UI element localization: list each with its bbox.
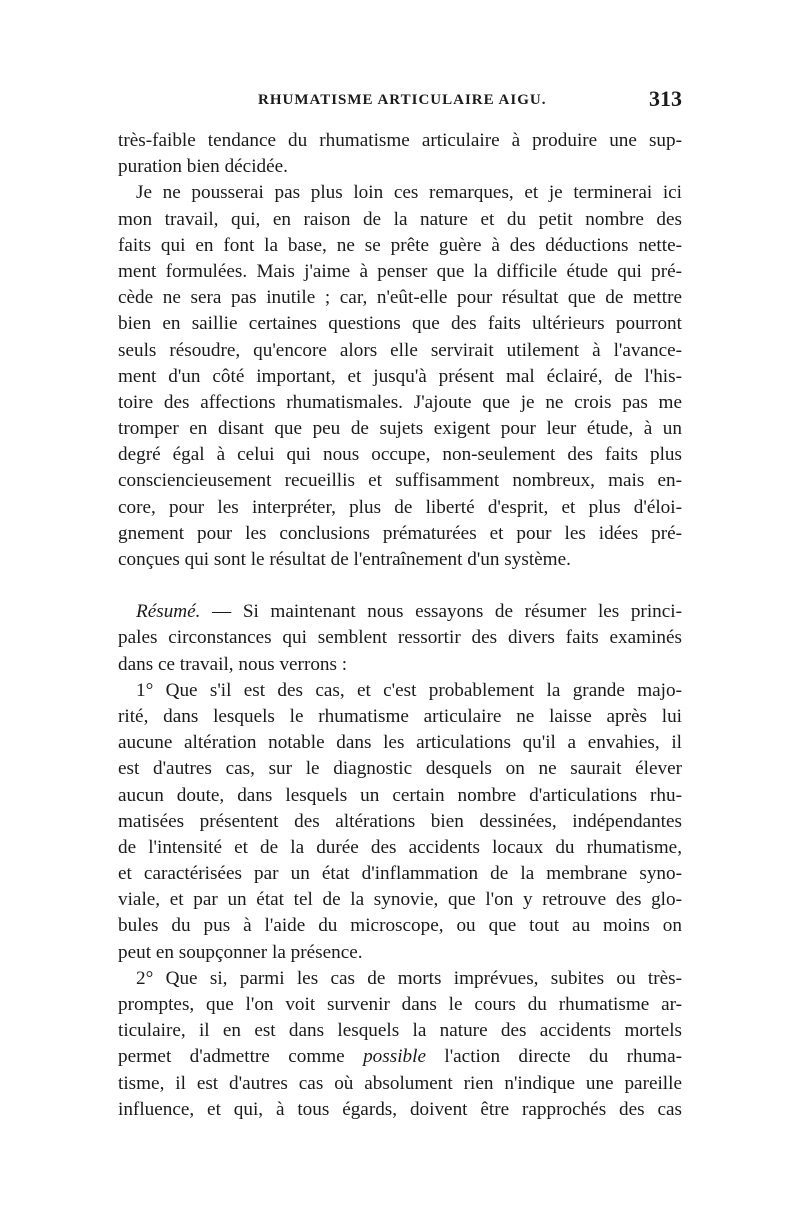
text-line: Je ne pousserai pas plus loin ces remarques, et je terminerai ici bbox=[136, 182, 682, 204]
text-line: très-faible tendance du rhumatisme articulaire à produire une sup- bbox=[118, 130, 682, 151]
text-line: aucune altération notable dans les articulations qu'il a envahies, il bbox=[118, 732, 682, 754]
text-line: mon travail, qui, en raison de la nature et du petit nombre des bbox=[118, 208, 682, 230]
text-line: toire des affections rhumatismales. J'ajoute que je ne crois pas me bbox=[118, 391, 682, 413]
paragraph-gap bbox=[118, 573, 682, 599]
text-line: conçues qui sont le résultat de l'entraînement d'un système. bbox=[118, 549, 571, 570]
resume-line bbox=[118, 599, 682, 625]
text-line: degré égal à celui qui nous occupe, non-seulement des faits plus bbox=[118, 444, 682, 466]
text-line: tisme, il est d'autres cas où absolument rien n'indique une pareille bbox=[118, 1072, 682, 1094]
page-header bbox=[118, 86, 682, 122]
text-segment: permet d'admettre comme bbox=[118, 1046, 364, 1068]
text-line: faits qui en font la base, ne se prête guère à des déductions nette- bbox=[118, 234, 682, 256]
text-line: ticulaire, il en est dans lesquels la nature des accidents mortels bbox=[118, 1020, 682, 1042]
text-line: pales circonstances qui semblent ressortir des divers faits examinés bbox=[118, 627, 682, 649]
text-line: bien en saillie certaines questions que des faits ultérieurs pourront bbox=[118, 313, 682, 335]
text-line: matisées présentent des altérations bien dessinées, indépendantes bbox=[118, 810, 682, 832]
text-line: promptes, que l'on voit survenir dans le cours du rhumatisme ar- bbox=[118, 994, 682, 1015]
text-line: et caractérisées par un état d'inflammation de la membrane syno- bbox=[118, 863, 682, 885]
text-line: ment formulées. Mais j'aime à penser que la difficile étude qui pré- bbox=[118, 260, 682, 282]
text-segment: l'action directe du rhuma- bbox=[425, 1046, 682, 1068]
text-line: 1° Que s'il est des cas, et c'est probablement la grande majo- bbox=[136, 679, 682, 701]
text-line: viale, et par un état tel de la synovie, que l'on y retrouve des glo- bbox=[118, 889, 682, 911]
text-line: core, pour les interpréter, plus de liberté d'esprit, et plus d'éloi- bbox=[118, 496, 682, 518]
body-text bbox=[118, 128, 682, 1123]
text-line: bules du pus à l'aide du microscope, ou que tout au moins on bbox=[118, 915, 682, 937]
resume-heading: Résumé. bbox=[136, 601, 201, 623]
text-line: est d'autres cas, sur le diagnostic desquels on ne saurait élever bbox=[118, 758, 682, 780]
text-line: puration bien décidée. bbox=[118, 156, 288, 178]
resume-line-text: — Si maintenant nous essayons de résumer les princi- bbox=[200, 601, 682, 623]
text-line: 2° Que si, parmi les cas de morts imprévues, subites ou très- bbox=[136, 967, 682, 989]
text-line: peut en soupçonner la présence. bbox=[118, 941, 363, 963]
text-line: ment d'un côté important, et jusqu'à présent mal éclairé, de l'his- bbox=[118, 365, 682, 387]
italic-word: possible bbox=[363, 1046, 426, 1068]
text-line: cède ne sera pas inutile ; car, n'eût-elle pour résultat que de mettre bbox=[118, 287, 682, 309]
text-line: aucun doute, dans lesquels un certain nombre d'articulations rhu- bbox=[118, 784, 682, 806]
text-line: dans ce travail, nous verrons : bbox=[118, 653, 348, 675]
text-line-with-italic bbox=[118, 1044, 682, 1070]
text-line: seuls résoudre, qu'encore alors elle servirait utilement à l'avance- bbox=[118, 339, 682, 361]
text-line: rité, dans lesquels le rhumatisme articulaire ne laisse après lui bbox=[118, 705, 682, 727]
page-number: 313 bbox=[649, 86, 682, 111]
text-line: influence, et qui, à tous égards, doivent être rapprochés des cas bbox=[118, 1098, 682, 1120]
text-line: de l'intensité et de la durée des accidents locaux du rhumatisme, bbox=[118, 836, 682, 858]
text-line: gnement pour les conclusions prématurées et pour les idées pré- bbox=[118, 522, 682, 544]
running-head: RHUMATISME ARTICULAIRE AIGU. bbox=[258, 92, 547, 108]
text-line: consciencieusement recueillis et suffisamment nombreux, mais en- bbox=[118, 470, 682, 492]
text-line: tromper en disant que peu de sujets exigent pour leur étude, à un bbox=[118, 418, 682, 440]
